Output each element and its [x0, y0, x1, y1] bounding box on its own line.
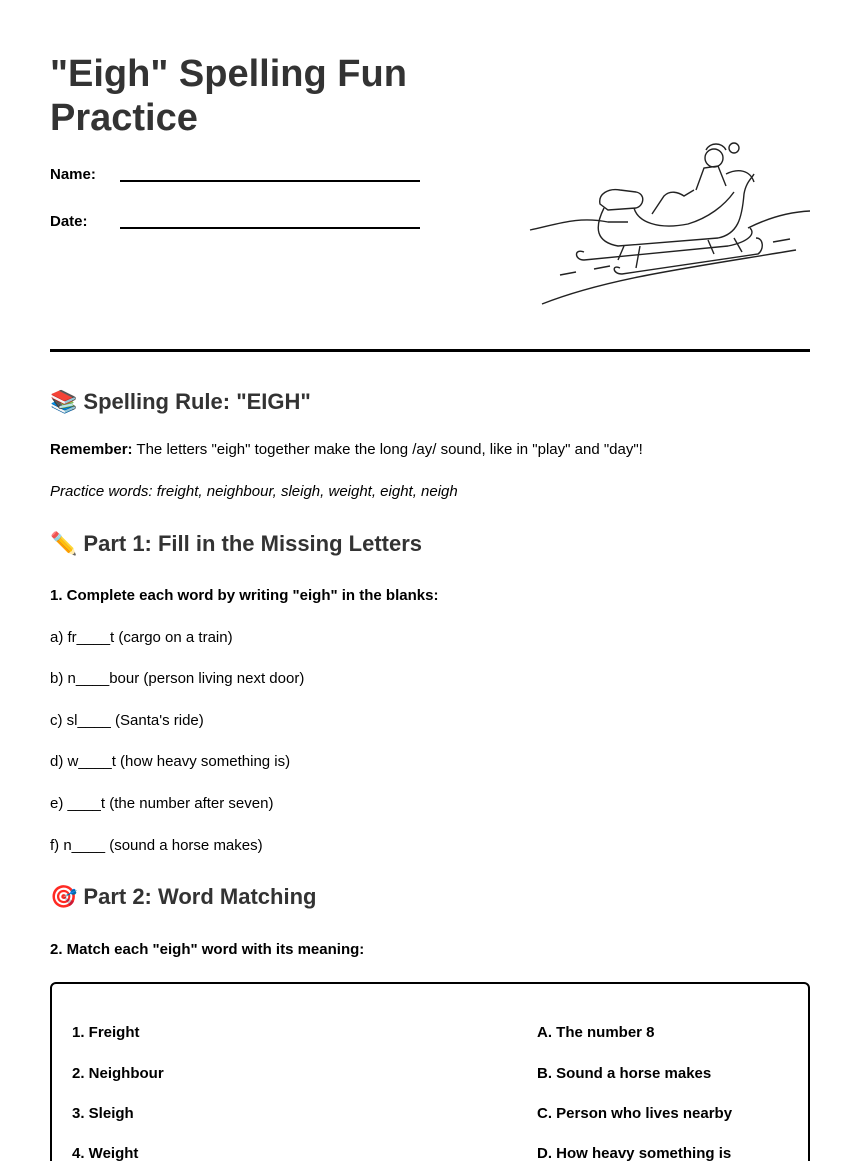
name-label: Name: — [50, 166, 96, 183]
divider — [50, 349, 810, 352]
part1-heading-text: Part 1: Fill in the Missing Letters — [83, 531, 423, 556]
date-label: Date: — [50, 213, 88, 230]
match-meaning[interactable]: C. Person who lives nearby — [537, 1105, 733, 1122]
fill-item: c) sl____ (Santa's ride) — [50, 712, 204, 729]
rule-heading-text: Spelling Rule: "EIGH" — [83, 389, 311, 414]
matching-box — [50, 982, 810, 1161]
fill-item: d) w____t (how heavy something is) — [50, 753, 291, 770]
name-line[interactable] — [120, 180, 420, 182]
match-meaning[interactable]: B. Sound a horse makes — [537, 1065, 712, 1082]
remember-body: The letters "eigh" together make the long /ay/ sound, like in "play" and "day"! — [132, 441, 643, 458]
match-word[interactable]: 2. Neighbour — [72, 1065, 164, 1082]
fill-item: f) n____ (sound a horse makes) — [50, 837, 263, 854]
fill-item: a) fr____t (cargo on a train) — [50, 629, 233, 646]
pencil-icon: ✏️ — [50, 531, 78, 556]
match-word[interactable]: 3. Sleigh — [72, 1105, 134, 1122]
sleigh-illustration — [528, 138, 813, 308]
fill-item: b) n____bour (person living next door) — [50, 670, 305, 687]
remember-text — [50, 441, 643, 458]
match-meaning[interactable]: A. The number 8 — [537, 1024, 655, 1041]
rule-heading — [50, 389, 311, 415]
part2-heading-text: Part 2: Word Matching — [83, 884, 317, 909]
part2-question: 2. Match each "eigh" word with its meaning: — [50, 941, 365, 958]
name-field — [50, 166, 96, 183]
practice-words: Practice words: freight, neighbour, sleigh, weight, eight, neigh — [50, 483, 458, 500]
fill-item: e) ____t (the number after seven) — [50, 795, 274, 812]
remember-label: Remember: — [50, 441, 133, 458]
match-word[interactable]: 4. Weight — [72, 1145, 139, 1161]
part2-heading — [50, 884, 316, 910]
books-icon: 📚 — [50, 389, 78, 414]
match-meaning[interactable]: D. How heavy something is — [537, 1145, 732, 1161]
date-line[interactable] — [120, 227, 420, 229]
part1-heading — [50, 531, 422, 557]
target-icon: 🎯 — [50, 884, 78, 909]
date-field — [50, 213, 88, 230]
match-word[interactable]: 1. Freight — [72, 1024, 140, 1041]
page-title: "Eigh" Spelling Fun Practice — [50, 53, 407, 139]
part1-question: 1. Complete each word by writing "eigh" in the blanks: — [50, 587, 439, 604]
